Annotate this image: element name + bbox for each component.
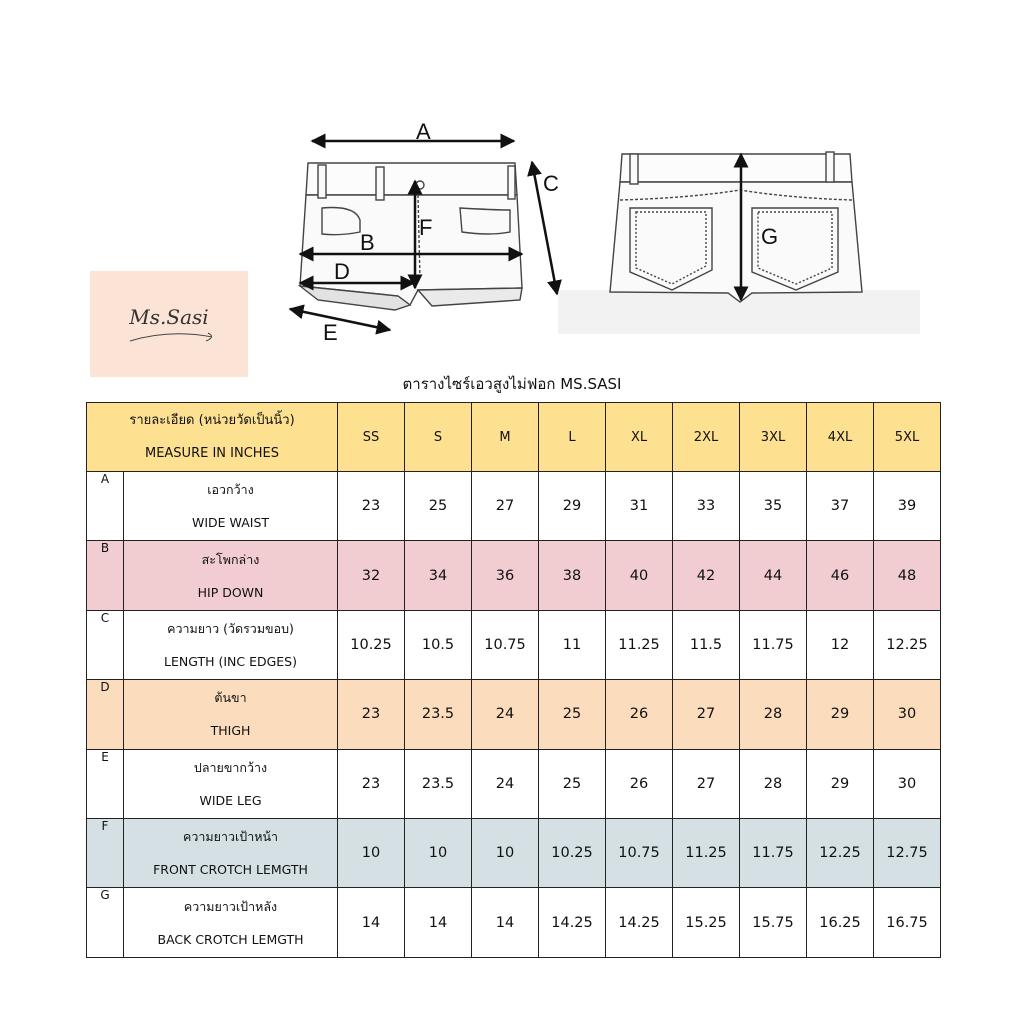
label-f: F — [419, 215, 433, 240]
chart-title: ตารางไซร์เอวสูงไม่ฟอก MS.SASI — [402, 375, 622, 393]
size-value-cell: 10.25 — [539, 818, 606, 887]
size-value-cell: 23 — [338, 680, 405, 749]
size-value-cell: 10.75 — [606, 818, 673, 887]
row-key: G — [87, 888, 124, 957]
size-value-cell: 12 — [807, 610, 874, 679]
front-view-shorts — [300, 163, 522, 310]
size-value-cell: 23 — [338, 749, 405, 818]
row-key: B — [87, 541, 124, 610]
row-label — [124, 888, 338, 957]
size-value-cell: 34 — [405, 541, 472, 610]
size-value-cell: 14.25 — [606, 888, 673, 957]
row-label-en: WIDE LEG — [199, 792, 262, 808]
size-value-cell: 23 — [338, 472, 405, 541]
size-value-cell: 14.25 — [539, 888, 606, 957]
size-header: XL — [606, 403, 673, 472]
row-label — [124, 610, 338, 679]
row-key: D — [87, 680, 124, 749]
measure-header-thai: รายละเอียด (หน่วยวัดเป็นนิ้ว) — [129, 413, 295, 428]
size-value-cell: 28 — [740, 749, 807, 818]
size-value-cell: 12.75 — [874, 818, 941, 887]
size-value-cell: 14 — [405, 888, 472, 957]
row-label — [124, 541, 338, 610]
row-label-thai: สะโพกล่าง — [201, 551, 260, 567]
size-value-cell: 10.5 — [405, 610, 472, 679]
size-value-cell: 12.25 — [807, 818, 874, 887]
size-value-cell: 30 — [874, 749, 941, 818]
size-value-cell: 25 — [539, 749, 606, 818]
logo-text: Ms.Sasi — [129, 305, 209, 329]
size-value-cell: 11.25 — [673, 818, 740, 887]
row-label-thai: ความยาว (วัดรวมขอบ) — [167, 620, 294, 636]
size-value-cell: 11.75 — [740, 818, 807, 887]
table-row — [87, 749, 941, 818]
row-label-thai: เอวกว้าง — [207, 482, 254, 498]
label-e: E — [323, 320, 338, 345]
size-value-cell: 27 — [673, 749, 740, 818]
label-d: D — [334, 259, 350, 284]
row-label-thai: ปลายขากว้าง — [193, 759, 268, 775]
size-value-cell: 14 — [338, 888, 405, 957]
size-value-cell: 12.25 — [874, 610, 941, 679]
row-key: A — [87, 472, 124, 541]
row-label-thai: ความยาวเป้าหลัง — [183, 898, 278, 914]
size-value-cell: 15.75 — [740, 888, 807, 957]
size-value-cell: 44 — [740, 541, 807, 610]
back-view-shorts — [610, 152, 862, 302]
table-row — [87, 680, 941, 749]
row-label — [124, 472, 338, 541]
size-value-cell: 10.25 — [338, 610, 405, 679]
size-value-cell: 29 — [807, 749, 874, 818]
size-value-cell: 46 — [807, 541, 874, 610]
row-label-en: FRONT CROTCH LEMGTH — [153, 862, 308, 878]
size-value-cell: 11.25 — [606, 610, 673, 679]
size-value-cell: 15.25 — [673, 888, 740, 957]
size-value-cell: 32 — [338, 541, 405, 610]
row-label-en: LENGTH (INC EDGES) — [164, 653, 297, 669]
size-header: 5XL — [874, 403, 941, 472]
size-value-cell: 23.5 — [405, 749, 472, 818]
arrow-e — [290, 309, 390, 330]
row-label-en: HIP DOWN — [197, 584, 264, 600]
measure-header-en: MEASURE IN INCHES — [144, 446, 280, 461]
label-b: B — [360, 230, 375, 255]
size-header: SS — [338, 403, 405, 472]
brand-logo — [90, 271, 248, 377]
size-value-cell: 26 — [606, 749, 673, 818]
row-label — [124, 749, 338, 818]
size-header: 2XL — [673, 403, 740, 472]
table-header-row — [87, 403, 941, 472]
table-row — [87, 818, 941, 887]
size-header: 4XL — [807, 403, 874, 472]
row-key: F — [87, 818, 124, 887]
size-header: M — [472, 403, 539, 472]
size-value-cell: 25 — [405, 472, 472, 541]
label-g: G — [761, 224, 779, 249]
table-row — [87, 888, 941, 957]
size-value-cell: 36 — [472, 541, 539, 610]
size-value-cell: 29 — [539, 472, 606, 541]
size-value-cell: 31 — [606, 472, 673, 541]
size-header: S — [405, 403, 472, 472]
size-value-cell: 11 — [539, 610, 606, 679]
row-key: E — [87, 749, 124, 818]
size-value-cell: 39 — [874, 472, 941, 541]
size-value-cell: 24 — [472, 680, 539, 749]
row-label — [124, 818, 338, 887]
row-label — [124, 680, 338, 749]
size-value-cell: 42 — [673, 541, 740, 610]
row-key: C — [87, 610, 124, 679]
row-label-en: BACK CROTCH LEMGTH — [157, 931, 304, 947]
table-row — [87, 610, 941, 679]
label-a: A — [416, 119, 431, 144]
row-label-en: THIGH — [210, 723, 251, 739]
size-value-cell: 11.75 — [740, 610, 807, 679]
size-value-cell: 10 — [405, 818, 472, 887]
size-header: 3XL — [740, 403, 807, 472]
row-label-en: WIDE WAIST — [191, 515, 270, 531]
size-value-cell: 23.5 — [405, 680, 472, 749]
size-value-cell: 29 — [807, 680, 874, 749]
size-value-cell: 11.5 — [673, 610, 740, 679]
size-value-cell: 35 — [740, 472, 807, 541]
size-chart-table — [86, 402, 941, 958]
row-label-thai: ต้นขา — [214, 690, 247, 706]
size-value-cell: 14 — [472, 888, 539, 957]
size-value-cell: 27 — [673, 680, 740, 749]
size-value-cell: 10 — [472, 818, 539, 887]
size-value-cell: 30 — [874, 680, 941, 749]
size-value-cell: 10.75 — [472, 610, 539, 679]
size-value-cell: 48 — [874, 541, 941, 610]
size-value-cell: 37 — [807, 472, 874, 541]
size-value-cell: 25 — [539, 680, 606, 749]
table-row — [87, 472, 941, 541]
size-value-cell: 26 — [606, 680, 673, 749]
size-value-cell: 24 — [472, 749, 539, 818]
size-value-cell: 33 — [673, 472, 740, 541]
table-row — [87, 541, 941, 610]
measure-header — [87, 403, 338, 472]
size-value-cell: 27 — [472, 472, 539, 541]
size-value-cell: 40 — [606, 541, 673, 610]
size-value-cell: 38 — [539, 541, 606, 610]
size-value-cell: 16.25 — [807, 888, 874, 957]
row-label-thai: ความยาวเป้าหน้า — [182, 829, 279, 845]
size-value-cell: 10 — [338, 818, 405, 887]
size-value-cell: 16.75 — [874, 888, 941, 957]
label-c: C — [543, 171, 559, 196]
size-header: L — [539, 403, 606, 472]
size-value-cell: 28 — [740, 680, 807, 749]
